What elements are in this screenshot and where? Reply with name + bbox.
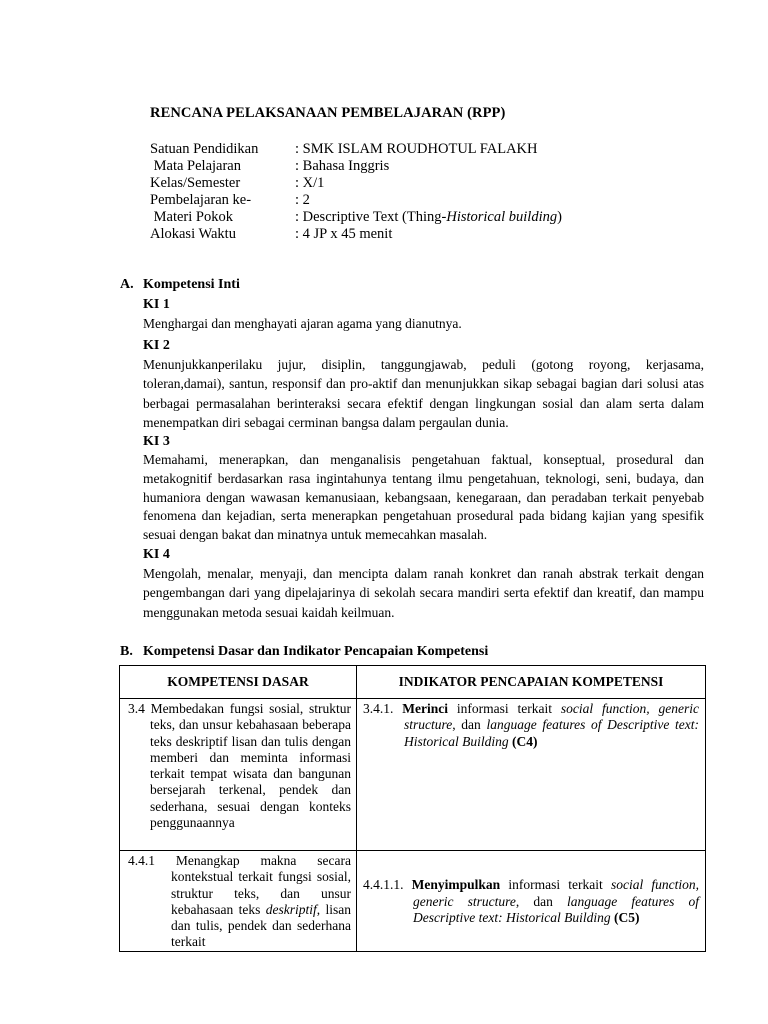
section-b-heading xyxy=(120,644,488,660)
table-row xyxy=(120,851,706,952)
identity-label: Kelas/Semester xyxy=(150,175,241,191)
document-title: RENCANA PELAKSANAAN PEMBELAJARAN (RPP) xyxy=(150,105,506,121)
identity-row xyxy=(150,158,562,175)
identity-row xyxy=(150,226,562,243)
table-header: KOMPETENSI DASAR xyxy=(120,666,357,699)
indicator-text-part: , dan xyxy=(452,717,487,733)
ki-2 xyxy=(143,337,704,432)
indicator-verb: Menyimpulkan xyxy=(411,877,501,893)
section-a-heading xyxy=(120,277,240,293)
indicator-number: 4.4.1.1. xyxy=(363,877,404,893)
indicator-text xyxy=(363,701,699,750)
identity-value: : X/1 xyxy=(295,175,325,191)
indicator-cell xyxy=(357,699,706,851)
ki-text: Mengolah, menalar, menyaji, dan mencipta dalam ranah konkret dan ranah abstrak terkait dengan pengembangan dari yang dipelajarinya di sekolah secara mandiri serta efektif dan kreatif, dan mampu menggunakan metoda sesuai kaidah keilmuan. xyxy=(143,566,704,620)
kd-text xyxy=(128,853,351,951)
indicator-italic-part: social function, generic structure xyxy=(413,877,699,909)
ki-title: KI 3 xyxy=(143,434,170,449)
indicator-level: (C5) xyxy=(613,910,640,926)
indicator-italic-part: language features of Descriptive text: Historical Building xyxy=(404,717,699,749)
kd-text: 3.4 Membedakan fungsi sosial, struktur teks, dan unsur kebahasaan beberapa teks deskriptif lisan dan tulis dengan memberi dan meminta informasi terkait tempat wisata dan bangunan bersejarah terkenal, pendek dan sederhana, sesuai dengan konteks penggunaannya xyxy=(128,701,351,831)
kd-cell xyxy=(120,699,357,851)
kd-cell xyxy=(120,851,357,952)
ki-title: KI 4 xyxy=(143,547,170,562)
identity-row xyxy=(150,141,562,158)
identity-row xyxy=(150,192,562,209)
identity-row xyxy=(150,209,562,226)
identity-label: Pembelajaran ke- xyxy=(150,192,252,208)
ki-text: Menunjukkanperilaku jujur, disiplin, tanggungjawab, peduli (gotong royong, kerjasama, toleran,damai), santun, responsif dan pro-aktif dan menunjukkan sikap sebagai bagian dari solusi atas berbagai permasalahan berinteraksi secara efektif dengan lingkungan sosial dan alam serta dalam menempatkan diri sebagai cerminan bangsa dalam pergaulan dunia. xyxy=(143,357,704,430)
kd-text-part: , lisan dan tulis, pendek dan sederhana terkait xyxy=(171,901,351,950)
indicator-text-part: , dan xyxy=(515,893,567,909)
kd-indicator-table xyxy=(119,665,706,952)
ki-3 xyxy=(143,433,704,545)
materi-value-end: ) xyxy=(557,209,562,225)
kd-number: 4.4.1 xyxy=(128,853,155,868)
kd-text-part: Menangkap makna secara kontekstual terkait fungsi sosial, struktur teks, dan unsur kebahasaan teks xyxy=(171,853,351,917)
table-row xyxy=(120,699,706,851)
identity-value: : 4 JP x 45 menit xyxy=(295,226,393,242)
indicator-cell xyxy=(357,851,706,952)
table-header-row xyxy=(120,666,706,699)
materi-value-text: : Descriptive Text (Thing- xyxy=(295,209,447,225)
indicator-text-part: informasi terkait xyxy=(448,701,561,716)
ki-text: Memahami, menerapkan, dan menganalisis pengetahuan faktual, konseptual, prosedural dan metakognitif berdasarkan rasa ingintahunya tentang ilmu pengetahuan, teknologi, seni, budaya, dan humaniora dengan wawasan kemanusiaan, kebangsaan, kenegaraan, dan peradaban terkait penyebab fenomena dan kejadian, serta menerapkan pengetahuan prosedural pada bidang kajian yang spesifik sesuai dengan bakat dan minatnya untuk memecahkan masalah. xyxy=(143,452,704,543)
indicator-italic-part: language features of Descriptive text: Historical Building xyxy=(413,893,699,926)
identity-value: : Bahasa Inggris xyxy=(295,158,390,174)
ki-title: KI 2 xyxy=(143,338,170,353)
ki-text: Menghargai dan menghayati ajaran agama yang dianutnya. xyxy=(143,316,462,331)
ki-1 xyxy=(143,296,704,333)
identity-label: Materi Pokok xyxy=(150,209,233,225)
identity-value xyxy=(295,209,562,226)
section-letter: B. xyxy=(120,644,133,659)
indicator-level: (C4) xyxy=(512,733,538,749)
indicator-text-part: informasi terkait xyxy=(500,877,611,893)
identity-label: Mata Pelajaran xyxy=(150,158,241,174)
ki-4 xyxy=(143,546,704,622)
materi-value-italic: Historical building xyxy=(446,209,558,225)
identity-label: Alokasi Waktu xyxy=(150,226,236,242)
indicator-verb: Merinci xyxy=(402,701,448,716)
section-title: Kompetensi Dasar dan Indikator Pencapaian Kompetensi xyxy=(143,644,489,659)
identity-value: : SMK ISLAM ROUDHOTUL FALAKH xyxy=(295,141,538,157)
identity-block xyxy=(150,141,562,243)
section-letter: A. xyxy=(120,277,134,292)
indicator-italic-part: social function, generic structure xyxy=(404,701,699,733)
section-title: Kompetensi Inti xyxy=(143,277,240,292)
kd-italic-part: deskriptif xyxy=(265,901,317,917)
identity-row xyxy=(150,175,562,192)
identity-value: : 2 xyxy=(295,192,310,208)
indicator-text xyxy=(363,877,699,926)
identity-label: Satuan Pendidikan xyxy=(150,141,259,157)
indicator-number: 3.4.1. xyxy=(363,701,394,716)
ki-title: KI 1 xyxy=(143,297,170,312)
table-header: INDIKATOR PENCAPAIAN KOMPETENSI xyxy=(357,666,706,699)
